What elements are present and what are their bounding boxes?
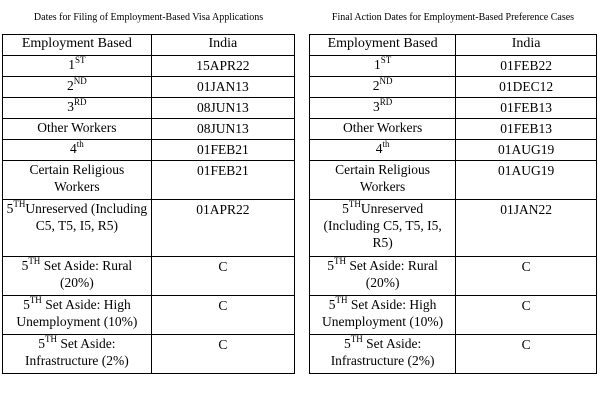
date-cell: 01FEB21	[151, 161, 294, 200]
table-row	[310, 335, 597, 374]
final-action-dates-title: Final Action Dates for Employment-Based Preference Cases	[331, 11, 575, 23]
date-cell: C	[456, 335, 597, 374]
header-country: India	[456, 35, 597, 56]
table-header-row	[310, 35, 597, 56]
category-cell: 5TH Set Aside: High Unemployment (10%)	[310, 296, 456, 335]
category-cell: 2ND	[3, 77, 152, 98]
category-cell: 4th	[310, 140, 456, 161]
date-cell: 01FEB13	[456, 119, 597, 140]
final-action-dates-panel	[309, 0, 597, 374]
table-row	[310, 77, 597, 98]
date-cell: C	[456, 296, 597, 335]
category-cell: 1ST	[310, 56, 456, 77]
category-cell: 5TH Set Aside: Infrastructure (2%)	[310, 335, 456, 374]
header-employment-based: Employment Based	[310, 35, 456, 56]
table-row	[310, 161, 597, 200]
table-row	[3, 335, 295, 374]
category-cell: 3RD	[3, 98, 152, 119]
header-country: India	[151, 35, 294, 56]
category-cell: 5TH Set Aside: High Unemployment (10%)	[3, 296, 152, 335]
date-cell: 01JAN13	[151, 77, 294, 98]
date-cell: C	[151, 257, 294, 296]
date-cell: 15APR22	[151, 56, 294, 77]
date-cell: 01DEC12	[456, 77, 597, 98]
table-row	[3, 56, 295, 77]
date-cell: 01FEB22	[456, 56, 597, 77]
table-row	[310, 140, 597, 161]
table-row	[3, 296, 295, 335]
table-row	[310, 56, 597, 77]
date-cell: 01FEB13	[456, 98, 597, 119]
date-cell: 08JUN13	[151, 98, 294, 119]
table-row	[3, 77, 295, 98]
table-row	[3, 140, 295, 161]
category-cell: 2ND	[310, 77, 456, 98]
category-cell: 5TH Set Aside: Infrastructure (2%)	[3, 335, 152, 374]
category-cell: 5THUnreserved (Including C5, T5, I5, R5)	[3, 200, 152, 257]
table-row	[3, 98, 295, 119]
category-cell: 3RD	[310, 98, 456, 119]
date-cell: 01JAN22	[456, 200, 597, 257]
category-cell: Other Workers	[3, 119, 152, 140]
date-cell: C	[151, 335, 294, 374]
table-row	[3, 161, 295, 200]
date-cell: 01AUG19	[456, 161, 597, 200]
category-cell: 5TH Set Aside: Rural (20%)	[310, 257, 456, 296]
category-cell: Other Workers	[310, 119, 456, 140]
date-cell: 01FEB21	[151, 140, 294, 161]
final-action-dates-table	[309, 34, 597, 374]
category-cell: 5THUnreserved (Including C5, T5, I5, R5)	[310, 200, 456, 257]
category-cell: 4th	[3, 140, 152, 161]
table-row	[310, 200, 597, 257]
category-cell: 1ST	[3, 56, 152, 77]
table-row	[310, 119, 597, 140]
date-cell: C	[151, 296, 294, 335]
filing-dates-title: Dates for Filing of Employment-Based Visa Applications	[33, 11, 264, 23]
header-employment-based: Employment Based	[3, 35, 152, 56]
category-cell: Certain Religious Workers	[3, 161, 152, 200]
table-row	[310, 257, 597, 296]
date-cell: 01APR22	[151, 200, 294, 257]
date-cell: C	[456, 257, 597, 296]
table-row	[310, 296, 597, 335]
filing-dates-panel	[2, 0, 295, 374]
category-cell: Certain Religious Workers	[310, 161, 456, 200]
table-header-row	[3, 35, 295, 56]
table-row	[310, 98, 597, 119]
table-row	[3, 257, 295, 296]
table-row	[3, 200, 295, 257]
filing-dates-table	[2, 34, 295, 374]
date-cell: 08JUN13	[151, 119, 294, 140]
table-row	[3, 119, 295, 140]
category-cell: 5TH Set Aside: Rural (20%)	[3, 257, 152, 296]
date-cell: 01AUG19	[456, 140, 597, 161]
